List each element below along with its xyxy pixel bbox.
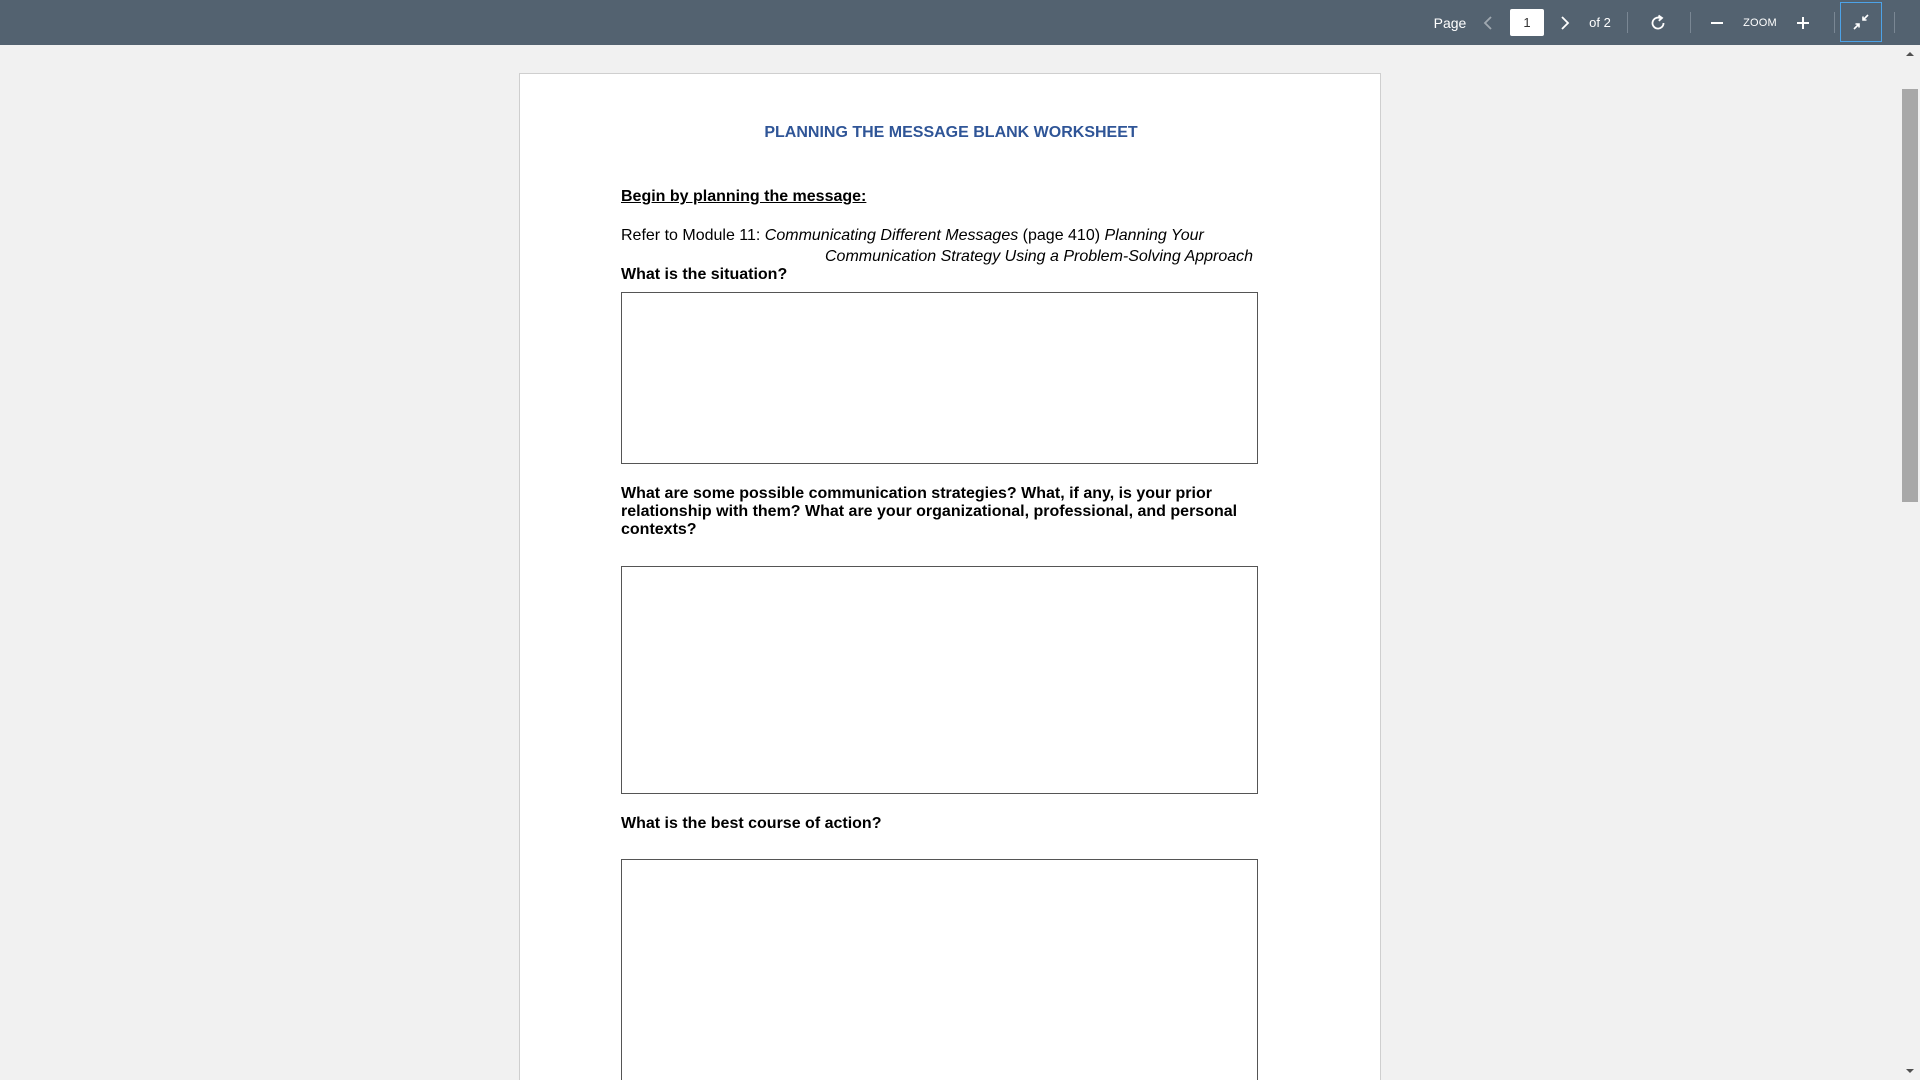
previous-page-button[interactable] [1476, 0, 1500, 45]
page-number-input[interactable] [1510, 9, 1544, 36]
toolbar-divider [1834, 12, 1835, 33]
question-situation: What is the situation? [621, 266, 788, 283]
scrollbar-thumb[interactable] [1902, 89, 1918, 502]
vertical-scrollbar[interactable] [1900, 45, 1920, 1080]
document-viewer[interactable] [0, 45, 1920, 1080]
answer-box-course-of-action[interactable] [621, 859, 1258, 1080]
document-title: PLANNING THE MESSAGE BLANK WORKSHEET [764, 124, 1138, 141]
pdf-page [519, 73, 1381, 1080]
toolbar-divider [1690, 12, 1691, 33]
zoom-in-button[interactable] [1788, 0, 1818, 45]
section-heading: Begin by planning the message: [621, 188, 867, 205]
next-page-button[interactable] [1553, 0, 1577, 45]
collapse-icon [1852, 13, 1870, 31]
question-course-of-action: What is the best course of action? [621, 815, 882, 832]
rotate-button[interactable] [1643, 0, 1673, 45]
toolbar-divider [1627, 12, 1628, 33]
chevron-left-icon [1482, 15, 1494, 31]
question-strategies: What are some possible communication strategies? What, if any, is your prior relationship with them? What are your organizational, professional, and personal contexts? [621, 485, 1238, 538]
module-reference [621, 225, 1261, 267]
reference-prefix: Refer to Module 11: [621, 227, 765, 244]
module-title: Communicating Different Messages [764, 227, 1019, 244]
answer-box-strategies[interactable] [621, 566, 1258, 794]
fit-page-button[interactable] [1840, 2, 1882, 42]
plus-icon [1795, 15, 1811, 31]
scroll-down-button[interactable] [1900, 1062, 1920, 1080]
pdf-toolbar [0, 0, 1920, 45]
chevron-right-icon [1559, 15, 1571, 31]
scroll-down-arrow-icon [1905, 1067, 1915, 1075]
zoom-out-button[interactable] [1702, 0, 1732, 45]
section-title-part2: Communication Strategy Using a Problem-Solving Approach [825, 248, 1254, 265]
zoom-label: ZOOM [1743, 16, 1777, 29]
rotate-icon [1648, 13, 1668, 33]
page-label: Page [1433, 14, 1467, 31]
scroll-up-arrow-icon [1905, 50, 1915, 58]
toolbar-divider [1894, 12, 1895, 33]
minus-icon [1709, 15, 1725, 31]
section-title-part1: Planning Your [1104, 227, 1204, 244]
scroll-up-button[interactable] [1900, 45, 1920, 63]
answer-box-situation[interactable] [621, 292, 1258, 464]
page-reference: (page 410) [1018, 227, 1105, 244]
total-pages-label: of 2 [1589, 15, 1611, 30]
